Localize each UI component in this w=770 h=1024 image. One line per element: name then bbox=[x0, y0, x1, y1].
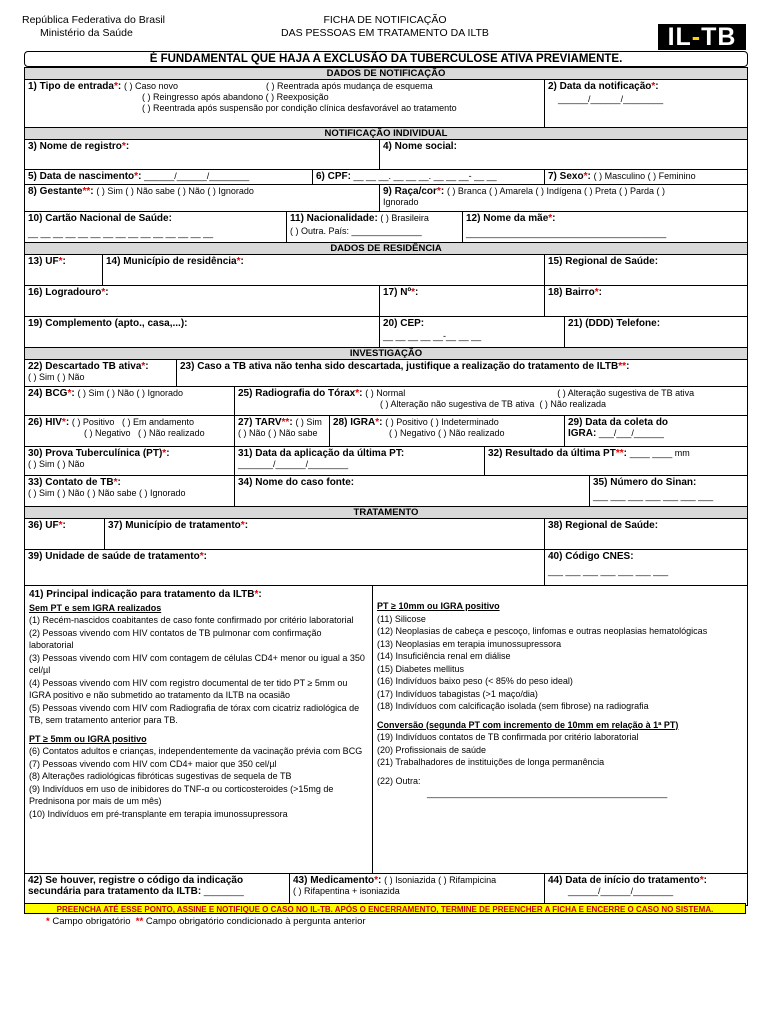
field-cpf[interactable] bbox=[313, 170, 545, 184]
opts-bcg[interactable]: ( ) Sim ( ) Não ( ) Ignorado bbox=[77, 388, 183, 398]
logo-dash: - bbox=[691, 23, 702, 51]
req-mark: * bbox=[355, 388, 360, 399]
label-medicamento: 43) Medicamento bbox=[293, 875, 375, 886]
req-mark: * bbox=[134, 171, 139, 182]
row-f10-f12 bbox=[25, 212, 747, 243]
indicacao-item[interactable]: (12) Neoplasias de cabeça e pescoço, linfomas e outras neoplasias hematológicas bbox=[377, 626, 708, 636]
indicacao-item[interactable]: (16) Indivíduos baixo peso (< 85% do peso ideal) bbox=[377, 676, 573, 686]
req-mark: * bbox=[375, 417, 380, 428]
field-raca-cor[interactable]: 9) Raça/cor*: ( ) Branca ( ) Amarela ( ) Indígena ( ) Preta ( ) Parda ( ) Ignorado bbox=[380, 185, 747, 211]
field-prova-tuberculinica[interactable]: 30) Prova Tuberculínica (PT)*: ( ) Sim ( ) Não bbox=[25, 447, 235, 475]
footer-legend bbox=[46, 916, 366, 927]
req-mark: * bbox=[67, 388, 72, 399]
row-f41 bbox=[25, 586, 747, 874]
req-mark: * bbox=[236, 256, 241, 267]
label-municipio-residencia: 14) Município de residência bbox=[106, 256, 237, 267]
row-f3-f4 bbox=[25, 140, 747, 170]
opt-reentrada-suspensao[interactable]: ( ) Reentrada após suspensão por condição clínica desfavorável ao tratamento bbox=[142, 103, 457, 113]
field-sexo[interactable]: 7) Sexo*: ( ) Masculino ( ) Feminino bbox=[548, 171, 696, 182]
legend-text-1: Campo obrigatório bbox=[52, 916, 131, 927]
indicacao-item[interactable]: (3) Pessoas vivendo com HIV com contagem de células CD4+ menor ou igual a 350 cel/µl bbox=[29, 652, 365, 675]
indicacao-item[interactable]: (15) Diabetes mellitus bbox=[377, 663, 465, 674]
req-mark: * bbox=[61, 417, 66, 428]
label-bcg: 24) BCG bbox=[28, 388, 68, 399]
label-nome-registro: 3) Nome de registro bbox=[28, 141, 122, 152]
row-f26-f29 bbox=[25, 416, 747, 447]
legend-mark-1: * bbox=[46, 916, 50, 927]
field-contato-tb[interactable]: 33) Contato de TB*: ( ) Sim ( ) Não ( ) Não sabe ( ) Ignorado bbox=[25, 476, 235, 506]
section-tratamento: TRATAMENTO bbox=[25, 507, 747, 519]
indicacao-subtitulo: PT ≥ 5mm ou IGRA positivo bbox=[29, 733, 147, 744]
field-resultado-pt[interactable]: 32) Resultado da última PT**: ____ ____ mm bbox=[488, 448, 690, 459]
indicacao-item[interactable]: (5) Pessoas vivendo com HIV com Radiografia de tórax com cicatriz radiológica de TB, sem tratamento anterior para TB. bbox=[29, 702, 360, 725]
label-indicacao-secundaria: 42) Se houver, registre o código da indicação bbox=[28, 875, 244, 886]
req-mark: * bbox=[436, 186, 441, 197]
field-complemento[interactable] bbox=[25, 317, 380, 347]
opts-pt[interactable]: ( ) Sim ( ) Não bbox=[28, 459, 85, 469]
req-mark: * bbox=[141, 361, 146, 372]
field-data-igra[interactable] bbox=[565, 416, 747, 446]
req-mark: * bbox=[162, 448, 167, 459]
legend-mark-2: ** bbox=[135, 916, 144, 927]
label-contato-tb: 33) Contato de TB bbox=[28, 477, 114, 488]
label-indicacao-secundaria-2: secundária para tratamento da ILTB: bbox=[28, 886, 202, 897]
opt-hiv-positivo[interactable]: ( ) Positivo bbox=[71, 417, 115, 427]
blank-data-nascimento[interactable]: ______/______/________ bbox=[144, 171, 250, 181]
label-uf: 13) UF bbox=[28, 256, 59, 267]
req-mark: * bbox=[651, 81, 656, 92]
label-cpf: 6) CPF: bbox=[316, 171, 351, 182]
opt-reingresso[interactable]: ( ) Reingresso após abandono bbox=[142, 92, 264, 102]
req-mark: * bbox=[594, 287, 599, 298]
field-municipio-tratamento[interactable]: 37) Município de tratamento*: bbox=[105, 519, 545, 549]
org-line-1: República Federativa do Brasil bbox=[22, 14, 165, 26]
label-tipo-entrada: 1) Tipo de entrada bbox=[28, 81, 114, 92]
field-nome-registro[interactable]: 3) Nome de registro*: bbox=[25, 140, 380, 169]
req-mark: * bbox=[58, 520, 63, 531]
opt-reentrada-mudanca[interactable]: ( ) Reentrada após mudança de esquema bbox=[265, 81, 433, 91]
org-line-2: Ministério da Saúde bbox=[40, 27, 133, 39]
indicacao-coluna-direita bbox=[373, 586, 745, 873]
field-regional-saude[interactable] bbox=[545, 255, 747, 285]
label-igra: 28) IGRA bbox=[333, 417, 376, 428]
label-municipio-tratamento: 37) Município de tratamento bbox=[108, 520, 241, 531]
opt-hiv-andamento[interactable]: ( ) Em andamento bbox=[121, 417, 194, 427]
indicacao-item[interactable]: (10) Indivíduos em pré-transplante em terapia imunossupressora bbox=[29, 808, 288, 819]
blank-cep[interactable]: __ __ __ __ __-__ __ __ bbox=[383, 331, 482, 341]
indicacao-item[interactable]: (9) Indivíduos em uso de inibidores do TNF-α ou corticosteroides (>15mg de Prednisona por mais de um mês) bbox=[29, 783, 334, 806]
label-numero-sinan: 35) Número do Sinan: bbox=[593, 477, 697, 488]
field-nacionalidade[interactable] bbox=[287, 212, 463, 242]
opt-caso-novo[interactable]: ( ) Caso novo bbox=[123, 81, 178, 91]
field-justificativa[interactable]: 23) Caso a TB ativa não tenha sido descartada, justifique a realização do tratamento de ILTB**: bbox=[180, 361, 630, 372]
opt-rx-sugestiva[interactable]: ( ) Alteração sugestiva de TB ativa bbox=[557, 388, 695, 398]
req-mark: * bbox=[374, 875, 379, 886]
field-cep[interactable] bbox=[380, 317, 565, 347]
opts-descartado-tb[interactable]: ( ) Sim ( ) Não bbox=[28, 372, 85, 382]
row-f36-f38 bbox=[25, 519, 747, 550]
label-data-pt: 31) Data da aplicação da última PT: bbox=[238, 448, 405, 459]
label-cartao-sus: 10) Cartão Nacional de Saúde: bbox=[28, 213, 172, 224]
logo-text-right: TB bbox=[701, 23, 737, 51]
label-radiografia: 25) Radiografia do Tórax bbox=[238, 388, 356, 399]
field-logradouro[interactable]: 16) Logradouro*: bbox=[25, 286, 380, 316]
indicacao-item[interactable]: (14) Insuficiência renal em diálise bbox=[377, 651, 511, 661]
field-data-notificacao[interactable]: 2) Data da notificação*: ______/______/________ bbox=[545, 80, 747, 127]
opt-ignorado[interactable]: Ignorado bbox=[383, 197, 419, 207]
field-data-pt[interactable] bbox=[235, 447, 485, 475]
label-raca-cor: 9) Raça/cor bbox=[383, 186, 437, 197]
req-mark: * bbox=[583, 171, 588, 182]
label-justificativa: 23) Caso a TB ativa não tenha sido descartada, justifique a realização do tratamento de ILTB bbox=[180, 361, 619, 372]
field-tipo-entrada[interactable]: 1) Tipo de entrada * : ( ) Caso novo ( ) Reentrada após mudança de esquema ( ) Reingresso após abandono ( ) Reexposição ( ) Reentrada após suspensão por condição clínica desfavorável ao tratamento bbox=[25, 80, 545, 127]
req2-mark: ** bbox=[281, 417, 290, 428]
field-gestante[interactable]: 8) Gestante**: ( ) Sim ( ) Não sabe ( ) Não ( ) Ignorado bbox=[25, 185, 380, 211]
label-hiv: 26) HIV bbox=[28, 417, 62, 428]
indicacao-item[interactable]: (21) Trabalhadores de instituições de longa permanência bbox=[377, 757, 605, 767]
blank-numero-sinan[interactable]: ___ ___ ___ ___ ___ ___ ___ bbox=[593, 491, 714, 501]
logo-text-left: IL bbox=[667, 23, 692, 51]
field-nome-mae[interactable]: 12) Nome da mãe*: ________________________________________ bbox=[463, 212, 747, 242]
field-data-inicio[interactable]: 44) Data de início do tratamento*: ______/______/________ bbox=[545, 874, 747, 905]
opts-gestante[interactable]: ( ) Sim ( ) Não sabe ( ) Não ( ) Ignorado bbox=[96, 186, 254, 196]
opt-rx-normal[interactable]: ( ) Normal bbox=[365, 388, 406, 398]
label-uf-tratamento: 36) UF bbox=[28, 520, 59, 531]
row-f22-f23 bbox=[25, 360, 747, 387]
blank-data-igra[interactable]: ___/___/______ bbox=[598, 428, 664, 438]
blank-indicacao-secundaria[interactable]: ________ bbox=[203, 886, 244, 896]
blank-data-notificacao[interactable]: ______/______/________ bbox=[558, 94, 664, 104]
row-f1-f2 bbox=[25, 80, 747, 128]
label-unidade-saude: 39) Unidade de saúde de tratamento bbox=[28, 551, 200, 562]
label-pt: 30) Prova Tuberculínica (PT) bbox=[28, 448, 163, 459]
opt-tarv-sim[interactable]: ( ) Sim bbox=[295, 417, 322, 427]
label-descartado-tb: 22) Descartado TB ativa bbox=[28, 361, 142, 372]
req-mark: * bbox=[199, 551, 204, 562]
field-descartado-tb[interactable]: 22) Descartado TB ativa*: ( ) Sim ( ) Não bbox=[25, 360, 177, 386]
label-cep: 20) CEP: bbox=[383, 318, 425, 329]
indicacao-item[interactable]: (20) Profissionais de saúde bbox=[377, 744, 487, 755]
blank-cnes[interactable]: ___ ___ ___ ___ ___ ___ ___ bbox=[548, 566, 669, 576]
blank-data-inicio[interactable]: ______/______/________ bbox=[568, 886, 674, 896]
section-investigacao: INVESTIGAÇÃO bbox=[25, 348, 747, 360]
label-nacionalidade: 11) Nacionalidade: bbox=[290, 213, 378, 224]
field-radiografia[interactable]: 25) Radiografia do Tórax * : ( ) Normal ( ) Alteração sugestiva de TB ativa ( ) Alteração não sugestiva de TB ativa ( ) Não realizada bbox=[238, 388, 695, 409]
label-regional-saude: 15) Regional de Saúde: bbox=[548, 256, 659, 267]
label-nome-social: 4) Nome social: bbox=[383, 141, 457, 152]
req-mark: * bbox=[58, 256, 63, 267]
label-indicacao-principal: 41) Principal indicação para tratamento da ILTB bbox=[29, 589, 255, 600]
req-mark: * bbox=[411, 287, 416, 298]
indicacao-item[interactable]: (2) Pessoas vivendo com HIV contatos de TB pulmonar com confirmação laboratorial bbox=[29, 627, 322, 650]
row-f24-f25 bbox=[25, 387, 747, 416]
req-mark: * bbox=[240, 520, 245, 531]
label-regional-tratamento: 38) Regional de Saúde: bbox=[548, 520, 659, 531]
opt-igra-positivo[interactable]: ( ) Positivo ( ) Indeterminado bbox=[385, 417, 499, 427]
opt-isoniazida-rifampicina[interactable]: ( ) Isoniazida ( ) Rifampicina bbox=[384, 875, 497, 885]
form-table bbox=[24, 67, 748, 906]
label-data-nascimento: 5) Data de nascimento bbox=[28, 171, 135, 182]
label-data-inicio: 44) Data de início do tratamento bbox=[548, 875, 700, 886]
req-mark: * bbox=[113, 81, 118, 92]
blank-cartao-sus[interactable]: __ __ __ __ __ __ __ __ __ __ __ __ __ __ __ bbox=[28, 228, 214, 238]
req-mark: * bbox=[121, 141, 126, 152]
label-numero: 17) Nº bbox=[383, 287, 412, 298]
indicacao-item[interactable]: (7) Pessoas vivendo com HIV com CD4+ maior que 350 cel/µl bbox=[29, 758, 277, 769]
opt-hiv-nao-realizado[interactable]: ( ) Não realizado bbox=[138, 428, 205, 438]
row-f33-f35 bbox=[25, 476, 747, 507]
label-tarv: 27) TARV bbox=[238, 417, 282, 428]
opt-rifapentina[interactable]: ( ) Rifapentina + isoniazida bbox=[293, 886, 400, 896]
field-indicacao-secundaria[interactable] bbox=[25, 874, 290, 905]
label-data-igra-2: IGRA: bbox=[568, 428, 597, 439]
row-f5-f7 bbox=[25, 170, 747, 185]
section-notificacao-individual: NOTIFICAÇÃO INDIVIDUAL bbox=[25, 128, 747, 140]
opt-outra-pais[interactable]: ( ) Outra. País: ______________ bbox=[290, 226, 422, 236]
section-dados-notificacao: DADOS DE NOTIFICAÇÃO bbox=[25, 68, 747, 80]
field-numero-sinan[interactable] bbox=[590, 476, 747, 506]
label-caso-fonte: 34) Nome do caso fonte: bbox=[238, 477, 355, 488]
field-data-nascimento[interactable]: 5) Data de nascimento*: ______/______/________ bbox=[25, 170, 313, 184]
opt-hiv-negativo[interactable]: ( ) Negativo bbox=[84, 428, 131, 438]
req2-mark: ** bbox=[82, 186, 91, 197]
field-municipio-residencia[interactable]: 14) Município de residência*: bbox=[103, 255, 545, 285]
field-medicamento[interactable]: 43) Medicamento*: ( ) Isoniazida ( ) Rifampicina ( ) Rifapentina + isoniazida bbox=[290, 874, 545, 905]
field-uf-residencia[interactable]: 13) UF*: bbox=[25, 255, 103, 285]
yellow-warning-bar: PREENCHA ATÉ ESSE PONTO, ASSINE E NOTIFIQUE O CASO NO IL-TB. APÓS O ENCERRAMENTO, TERMINE DE PREENCHER A FICHA E ENCERRE O CASO NO SISTEMA. bbox=[24, 903, 746, 914]
req2-mark: ** bbox=[615, 448, 624, 459]
blank-cpf[interactable]: __ __ __. __ __ __. __ __ __- __ __ bbox=[353, 171, 497, 181]
row-f19-f21 bbox=[25, 317, 747, 348]
opt-igra-negativo[interactable]: ( ) Negativo ( ) Não realizado bbox=[389, 428, 505, 438]
field-cnes[interactable] bbox=[545, 550, 747, 585]
field-unidade-saude[interactable]: 39) Unidade de saúde de tratamento*: bbox=[25, 550, 545, 585]
indicacao-item[interactable]: (13) Neoplasias em terapia imunossupressora bbox=[377, 638, 562, 649]
field-regional-tratamento[interactable] bbox=[545, 519, 747, 549]
indicacao-item[interactable]: (18) Indivíduos com calcificação isolada (sem fibrose) na radiografia bbox=[377, 701, 649, 711]
indicacao-subtitulo: Conversão (segunda PT com incremento de 10mm em relação à 1ª PT) bbox=[377, 719, 679, 730]
indicacao-item[interactable]: ________________________________________________ bbox=[427, 788, 668, 798]
opts-contato-tb[interactable]: ( ) Sim ( ) Não ( ) Não sabe ( ) Ignorado bbox=[28, 488, 186, 498]
blank-data-pt[interactable]: _______/______/________ bbox=[238, 459, 349, 469]
opt-reexposicao[interactable]: ( ) Reexposição bbox=[265, 92, 329, 102]
legend-text-2: Campo obrigatório condicionado à pergunta anterior bbox=[145, 916, 366, 927]
field-tarv[interactable]: 27) TARV**: ( ) Sim ( ) Não ( ) Não sabe bbox=[235, 416, 330, 446]
iltb-logo bbox=[658, 24, 746, 50]
field-telefone[interactable] bbox=[565, 317, 747, 347]
field-cartao-sus[interactable] bbox=[25, 212, 287, 242]
label-data-notificacao: 2) Data da notificação bbox=[548, 81, 652, 92]
indicacao-subtitulo: Sem PT e sem IGRA realizados bbox=[29, 602, 162, 613]
req-mark: * bbox=[254, 589, 259, 600]
indicacao-item[interactable]: (1) Recém-nascidos coabitantes de caso fonte confirmado por critério laboratorial bbox=[29, 615, 354, 625]
indicacao-item[interactable]: (6) Contatos adultos e crianças, independentemente da vacinação prévia com BCG bbox=[29, 746, 363, 756]
field-bairro[interactable]: 18) Bairro*: bbox=[548, 287, 602, 298]
indicacao-item[interactable]: (22) Outra: bbox=[377, 775, 421, 786]
title-line-2: DAS PESSOAS EM TRATAMENTO DA ILTB bbox=[281, 27, 489, 39]
field-hiv[interactable]: 26) HIV*: ( ) Positivo ( ) Em andamento ( ) Negativo ( ) Não realizado bbox=[25, 416, 235, 446]
label-data-igra: 29) Data da coleta do bbox=[568, 417, 669, 428]
opt-brasileira[interactable]: ( ) Brasileira bbox=[380, 213, 429, 223]
blank-resultado-pt[interactable]: ____ ____ mm bbox=[629, 448, 690, 458]
label-resultado-pt: 32) Resultado da última PT bbox=[488, 448, 616, 459]
section-dados-residencia: DADOS DE RESIDÊNCIA bbox=[25, 243, 747, 255]
label-nome-mae: 12) Nome da mãe bbox=[466, 213, 549, 224]
header-title bbox=[0, 14, 770, 40]
req2-mark: ** bbox=[618, 361, 627, 372]
req-mark: * bbox=[548, 213, 553, 224]
title-line-1: FICHA DE NOTIFICAÇÃO bbox=[323, 14, 447, 26]
row-f30-f32 bbox=[25, 447, 747, 476]
warning-banner: É FUNDAMENTAL QUE HAJA A EXCLUSÃO DA TUBERCULOSE ATIVA PREVIAMENTE. bbox=[24, 51, 748, 67]
label-cnes: 40) Código CNES: bbox=[548, 551, 634, 562]
label-bairro: 18) Bairro bbox=[548, 287, 595, 298]
indicacao-subtitulo: PT ≥ 10mm ou IGRA positivo bbox=[377, 601, 500, 611]
row-f16-f18 bbox=[25, 286, 747, 317]
label-telefone: 21) (DDD) Telefone: bbox=[568, 318, 661, 329]
label-logradouro: 16) Logradouro bbox=[28, 287, 102, 298]
field-bcg[interactable]: 24) BCG*: ( ) Sim ( ) Não ( ) Ignorado bbox=[25, 387, 235, 415]
req-mark: * bbox=[113, 477, 118, 488]
label-sexo: 7) Sexo bbox=[548, 171, 584, 182]
req-mark: * bbox=[101, 287, 106, 298]
row-f13-f15 bbox=[25, 255, 747, 286]
indicacao-coluna-esquerda: 41) Principal indicação para tratamento da ILTB*: Sem PT e sem IGRA realizados (1) Recém-nascidos coabitantes de caso fonte confirmado por critério laboratorial (2) Pessoas vivendo com HIV contatos de TB pulmonar com confirmação laboratorial (3) Pessoas vivendo com HIV com contagem de células CD4+ menor ou igual a 350 cel/µl (4) Pessoas vivendo com HIV com registro documental de ter tido PT ≥ 5mm ou IGRA positivo e não submetido ao tratamento da ILTB na ocasião (5) Pessoas vivendo com HIV com Radiografia de tórax com cicatriz radiológica de TB, sem tratamento anterior para TB. PT ≥ 5mm ou IGRA positivo (6) Contatos adultos e crianças, independentemente da vacinação prévia com BCG (7) Pessoas vivendo com HIV com CD4+ maior que 350 cel/µl (8) Alterações radiológicas fibróticas sugestivas de sequela de TB (9) Indivíduos em uso de inibidores do TNF-α ou corticosteroides (>15mg de Prednisona por mais de um mês) (10) Indivíduos em pré-transplante em terapia imunossupressora bbox=[25, 586, 373, 873]
indicacao-item[interactable]: (19) Indivíduos contatos de TB confirmada por critério laboratorial bbox=[377, 732, 639, 742]
opts-raca-cor[interactable]: ( ) Branca ( ) Amarela ( ) Indígena ( ) Preta ( ) Parda ( ) bbox=[446, 186, 666, 196]
indicacao-item[interactable]: (11) Silicose bbox=[377, 613, 426, 624]
opts-sexo[interactable]: ( ) Masculino ( ) Feminino bbox=[593, 171, 696, 181]
indicacao-item[interactable]: (8) Alterações radiológicas fibróticas sugestivas de sequela de TB bbox=[29, 771, 292, 781]
indicacao-item[interactable]: (17) Indivíduos tabagistas (>1 maço/dia) bbox=[377, 688, 538, 699]
blank-nome-mae[interactable]: ________________________________________ bbox=[466, 228, 667, 238]
row-f42-f44 bbox=[25, 874, 747, 905]
label-complemento: 19) Complemento (apto., casa,...): bbox=[28, 318, 188, 329]
field-uf-tratamento[interactable]: 36) UF*: bbox=[25, 519, 105, 549]
field-caso-fonte[interactable] bbox=[235, 476, 590, 506]
opt-rx-nao-realizada[interactable]: ( ) Não realizada bbox=[539, 399, 606, 409]
label-gestante: 8) Gestante bbox=[28, 186, 83, 197]
row-f39-f40 bbox=[25, 550, 747, 586]
field-numero[interactable]: 17) Nº*: bbox=[380, 286, 545, 316]
opt-rx-nao-sugestiva[interactable]: ( ) Alteração não sugestiva de TB ativa bbox=[380, 399, 535, 409]
indicacao-item[interactable]: (4) Pessoas vivendo com HIV com registro documental de ter tido PT ≥ 5mm ou IGRA positivo e não submetido ao tratamento da ILTB na ocasião bbox=[29, 677, 348, 700]
req-mark: * bbox=[699, 875, 704, 886]
field-indicacao-principal[interactable] bbox=[25, 586, 747, 873]
field-igra[interactable]: 28) IGRA*: ( ) Positivo ( ) Indeterminado ( ) Negativo ( ) Não realizado bbox=[330, 416, 565, 446]
opt-tarv-nao[interactable]: ( ) Não ( ) Não sabe bbox=[238, 428, 318, 438]
row-f8-f9 bbox=[25, 185, 747, 212]
field-nome-social[interactable] bbox=[380, 140, 747, 169]
